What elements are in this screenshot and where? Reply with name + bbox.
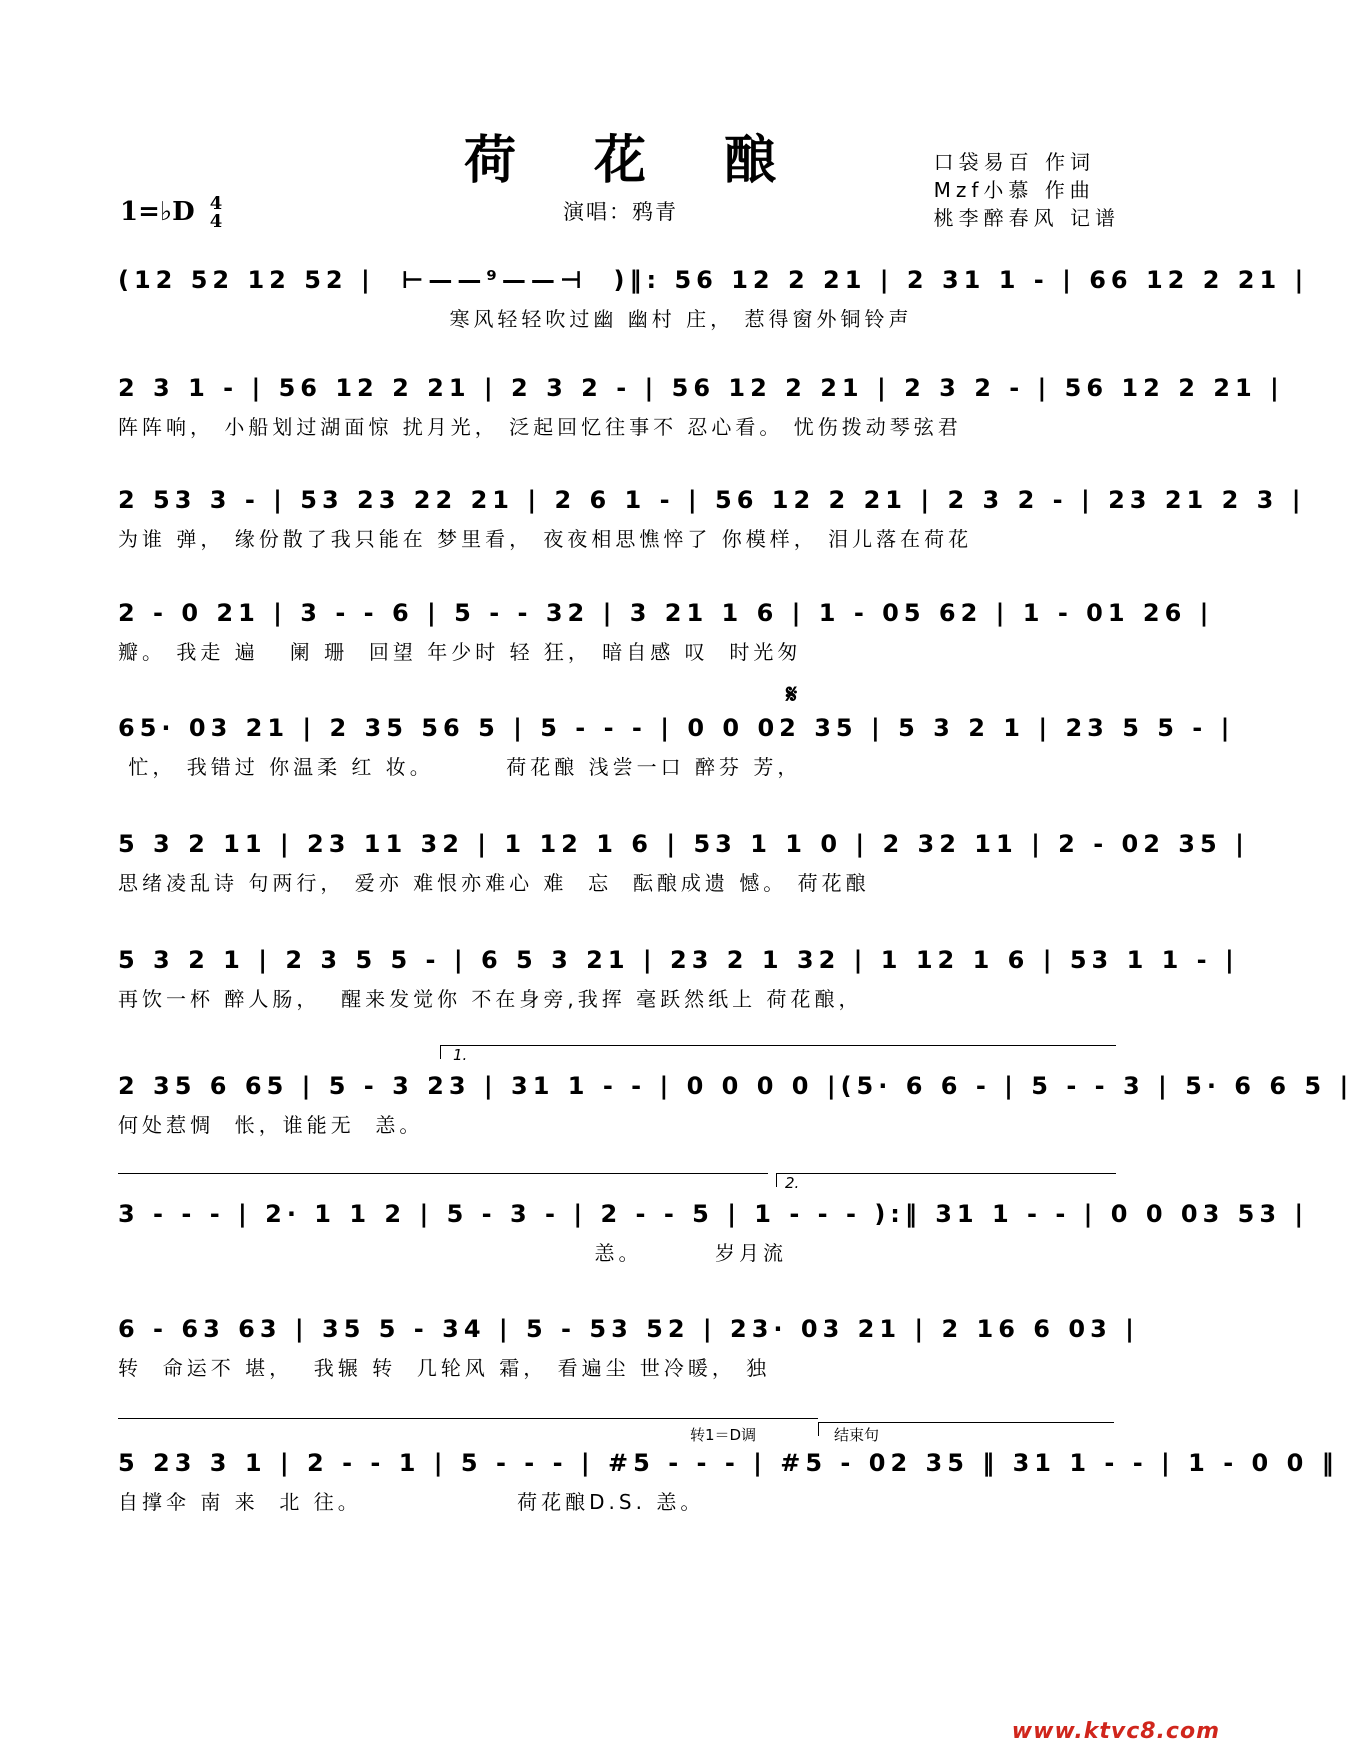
stave-line-2 <box>118 370 1284 442</box>
composer-credit: Mzf小慕 作曲 <box>933 178 1095 202</box>
stave-line-8 <box>118 1068 1353 1140</box>
ending-bracket-hook <box>818 1422 819 1436</box>
lyricist-credit: 口袋易百 作词 <box>933 150 1095 174</box>
notes-line: 2 53 3 - | 53 23 22 21 | 2 6 1 - | 56 12 2 21 | 2 3 2 - | 23 21 2 3 | <box>118 486 1306 514</box>
lyric-line: 阵阵响， 小船划过湖面惊 扰月光， 泛起回忆往事不 忍心看。 忧伤拨动琴弦君 <box>118 415 962 439</box>
time-signature <box>210 195 223 231</box>
stave-line-1 <box>118 262 1309 334</box>
transcriber-credit: 桃李醉春风 记谱 <box>933 206 1120 230</box>
ending-label: 结束句 <box>834 1426 880 1444</box>
time-top: 4 <box>209 193 223 214</box>
song-title: 荷花酿 <box>463 130 854 191</box>
notes-line: 2 3 1 - | 56 12 2 21 | 2 3 2 - | 56 12 2 21 | 2 3 2 - | 56 12 2 21 | <box>118 374 1284 402</box>
notes-line: 5 3 2 11 | 23 11 32 | 1 12 1 6 | 53 1 1 0 | 2 32 11 | 2 - 02 35 | <box>118 830 1249 858</box>
notes-line: (12 52 12 52 | ⊢——⁹——⊣ )‖: 56 12 2 21 | 2 31 1 - | 66 12 2 21 | <box>118 266 1309 294</box>
line-11-top-rule <box>118 1418 818 1419</box>
lyric-line: 何处惹惆 怅，谁能无 恙。 <box>118 1113 424 1137</box>
lyric-line: 再饮一杯 醉人肠， 醒来发觉你 不在身旁,我挥 毫跃然纸上 荷花酿， <box>118 987 863 1011</box>
notes-line: 2 - 0 21 | 3 - - 6 | 5 - - 32 | 3 21 1 6 | 1 - 05 62 | 1 - 01 26 | <box>118 599 1214 627</box>
stave-line-5 <box>118 710 1235 782</box>
volta-2-label: 2. <box>785 1174 800 1192</box>
modulation-note: 转1＝D调 <box>690 1426 757 1444</box>
stave-line-3 <box>118 482 1306 554</box>
singer-credit: 演唱：鸦青 <box>563 200 678 224</box>
key-label: 1=♭D <box>120 197 195 227</box>
volta-2-bracket-hook <box>776 1173 777 1187</box>
notes-line: 5 23 3 1 | 2 - - 1 | 5 - - - | #5 - - - | #5 - 02 35 ‖ 31 1 - - | 1 - 0 0 ‖ <box>118 1449 1339 1477</box>
lyric-line: 转 命运不 堪， 我辗 转 几轮风 霜， 看遍尘 世冷暖， 独 <box>118 1356 771 1380</box>
volta-2-bracket <box>776 1173 1116 1174</box>
stave-line-6 <box>118 826 1249 898</box>
lyric-line: 瓣。 我走 遍 阑 珊 回望 年少时 轻 狂， 暗自感 叹 时光匆 <box>118 640 802 664</box>
lyric-line: 寒风轻轻吹过幽 幽村 庄， 惹得窗外铜铃声 <box>118 307 913 331</box>
time-bottom: 4 <box>209 211 223 232</box>
volta-1-bracket-hook <box>440 1045 441 1059</box>
notes-line: 3 - - - | 2· 1 1 2 | 5 - 3 - | 2 - - 5 | 1 - - - ):‖ 31 1 - - | 0 0 03 53 | <box>118 1200 1309 1228</box>
stave-line-10 <box>118 1311 1139 1383</box>
site-watermark: www.ktvc8.com <box>1011 1719 1220 1744</box>
stave-line-11 <box>118 1445 1339 1517</box>
stave-line-7 <box>118 942 1239 1014</box>
lyric-line: 恙。 岁月流 <box>118 1241 787 1265</box>
notes-line: 6 - 63 63 | 35 5 - 34 | 5 - 53 52 | 23· 03 21 | 2 16 6 03 | <box>118 1315 1139 1343</box>
lyric-line: 自撑伞 南 来 北 往。 荷花酿D.S. 恙。 <box>118 1490 705 1514</box>
volta-1-label: 1. <box>453 1046 468 1064</box>
lyric-line: 思绪凌乱诗 句两行， 爱亦 难恨亦难心 难 忘 酝酿成遗 憾。 荷花酿 <box>118 871 870 895</box>
segno-mark: 𝄋 <box>786 680 798 710</box>
notes-line: 65· 03 21 | 2 35 56 5 | 5 - - - | 0 0 02 35 | 5 3 2 1 | 23 5 5 - | <box>118 714 1235 742</box>
volta-1-continuation <box>118 1173 768 1174</box>
volta-1-bracket <box>440 1045 1116 1046</box>
stave-line-4 <box>118 595 1214 667</box>
credits-block <box>934 148 1120 232</box>
ending-bracket <box>818 1422 1114 1423</box>
notes-line: 2 35 6 65 | 5 - 3 23 | 31 1 - - | 0 0 0 0 |(5· 6 6 - | 5 - - 3 | 5· 6 6 5 | <box>118 1072 1353 1100</box>
key-signature <box>120 195 222 231</box>
lyric-line: 为谁 弹， 缘份散了我只能在 梦里看， 夜夜相思憔悴了 你模样， 泪儿落在荷花 <box>118 527 973 551</box>
stave-line-9 <box>118 1196 1309 1268</box>
notes-line: 5 3 2 1 | 2 3 5 5 - | 6 5 3 21 | 23 2 1 32 | 1 12 1 6 | 53 1 1 - | <box>118 946 1239 974</box>
lyric-line: 忙， 我错过 你温柔 红 妆。 荷花酿 浅尝一口 醉芬 芳， <box>118 755 802 779</box>
